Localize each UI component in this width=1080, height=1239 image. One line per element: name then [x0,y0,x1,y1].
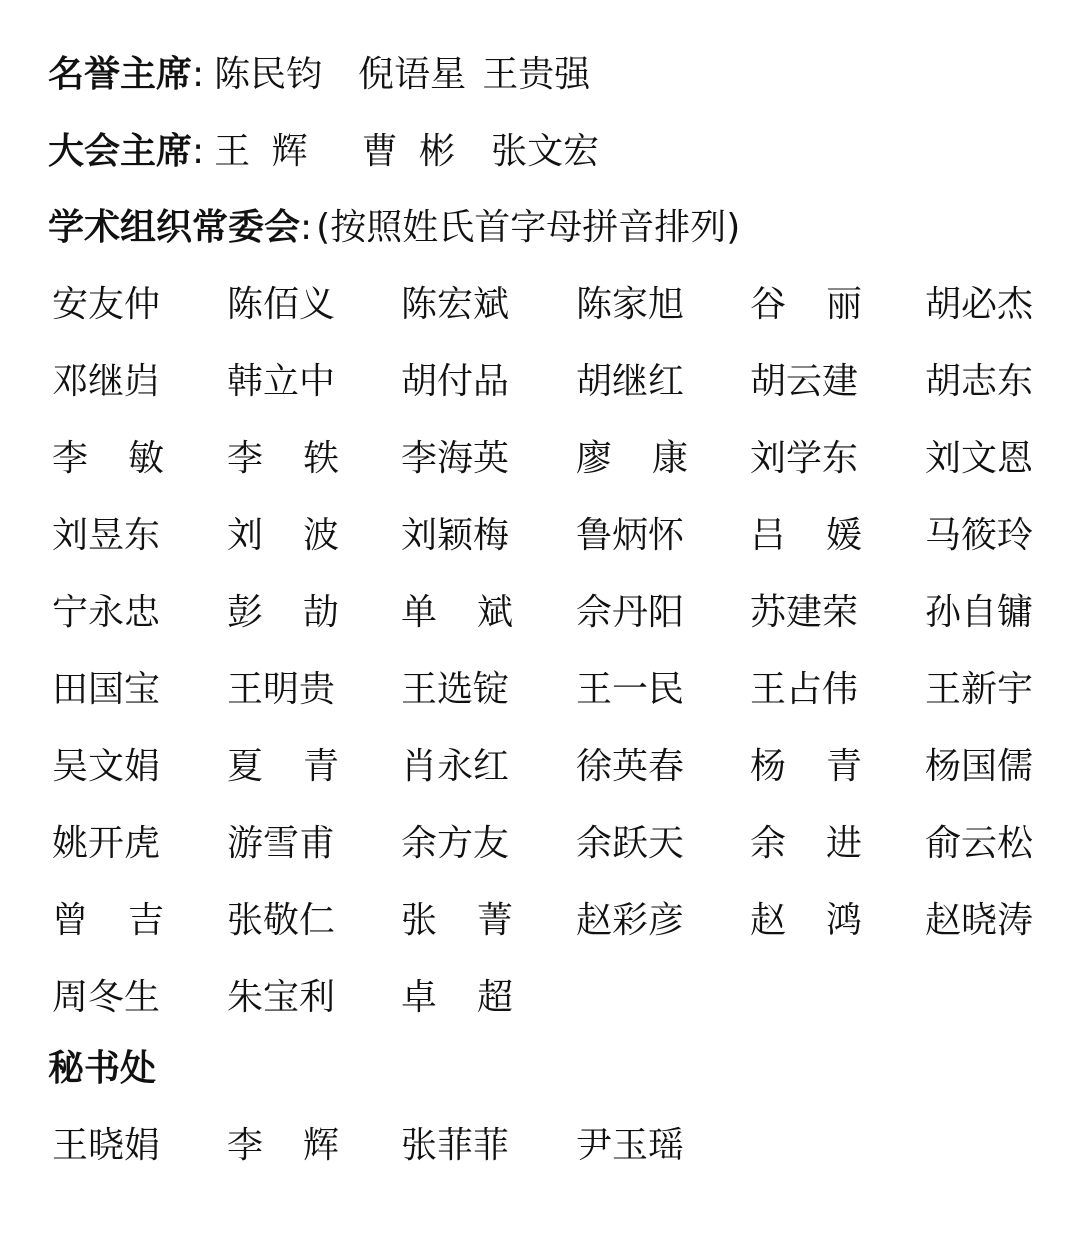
conference-chair-name: 曹 彬 [361,131,456,172]
person-name: 张菲菲 [401,1125,510,1166]
person-name: 安友仲 [52,284,161,325]
name-cell [750,434,862,484]
person-name: 陈宏斌 [401,284,510,325]
name-cell [52,973,164,1023]
person-name: 苏建荣 [750,592,859,633]
person-name: 刘学东 [750,438,859,479]
given-name: 斌 [476,592,513,633]
conference-chair-label: 大会主席 [48,131,193,172]
name-cell [227,1121,339,1171]
committee-name-grid [50,280,1060,1050]
name-cell [925,280,1037,330]
person-name: 刘文恩 [925,438,1034,479]
name-cell [52,357,164,407]
person-name: 王新宇 [925,669,1034,710]
surname: 单 [401,592,438,633]
committee-note: (按照姓氏首字母拼音排列) [316,207,741,248]
name-cell [576,280,688,330]
name-cell [925,434,1037,484]
person-name [227,434,339,484]
person-name: 韩立中 [227,361,336,402]
person-name: 余方友 [401,823,510,864]
committee-row [50,357,1060,434]
person-name: 赵彩彦 [576,900,685,941]
honorary-chair-name: 陈民钧 [214,54,323,95]
honorary-chair-name: 倪语星 [358,54,467,95]
conference-chair-line [48,127,599,177]
surname: 刘 [227,515,264,556]
person-name: 周冬生 [52,977,161,1018]
given-name: 吉 [127,900,164,941]
person-name: 陈家旭 [576,284,685,325]
name-cell [401,665,513,715]
name-cell [227,511,339,561]
person-name: 胡付品 [401,361,510,402]
name-cell [52,280,164,330]
name-cell [750,819,862,869]
surname: 张 [401,900,438,941]
name-cell [576,665,688,715]
name-cell [52,434,164,484]
person-name: 朱宝利 [227,977,336,1018]
person-name: 陈佰义 [227,284,336,325]
person-name [52,434,164,484]
name-cell [401,434,513,484]
surname: 夏 [227,746,264,787]
given-name: 劼 [302,592,339,633]
given-name: 超 [476,977,513,1018]
honorary-chair-colon: : [192,54,205,95]
surname: 吕 [750,515,787,556]
surname: 杨 [750,746,787,787]
person-name: 胡继红 [576,361,685,402]
name-cell [227,819,339,869]
person-name: 胡志东 [925,361,1034,402]
person-name: 刘昱东 [52,515,161,556]
given-name: 轶 [302,438,339,479]
surname: 李 [52,438,89,479]
name-cell [750,896,862,946]
person-name: 王占伟 [750,669,859,710]
committee-row [50,742,1060,819]
name-cell [925,357,1037,407]
surname: 卓 [401,977,438,1018]
person-name: 吴文娟 [52,746,161,787]
given-name: 进 [825,823,862,864]
name-cell [52,819,164,869]
secretariat-name-grid [50,1121,1060,1198]
given-name: 丽 [825,284,862,325]
name-cell [401,280,513,330]
surname: 赵 [750,900,787,941]
committee-row [50,896,1060,973]
name-cell [52,742,164,792]
name-cell [52,511,164,561]
given-name: 波 [302,515,339,556]
given-name: 康 [651,438,688,479]
person-name: 王选锭 [401,669,510,710]
name-cell [227,973,339,1023]
surname: 廖 [576,438,613,479]
name-cell [52,588,164,638]
person-name: 田国宝 [52,669,161,710]
name-cell [750,280,862,330]
person-name: 孙自镛 [925,592,1034,633]
person-name [227,511,339,561]
committee-heading-line [48,203,740,253]
name-cell [750,588,862,638]
person-name: 张敬仁 [227,900,336,941]
name-cell [576,511,688,561]
person-name: 肖永红 [401,746,510,787]
name-cell [576,588,688,638]
name-cell [227,896,339,946]
person-name: 胡必杰 [925,284,1034,325]
given-name: 青 [302,746,339,787]
person-name [401,896,513,946]
person-name [576,434,688,484]
surname: 曾 [52,900,89,941]
name-cell [750,357,862,407]
person-name: 王明贵 [227,669,336,710]
name-cell [401,357,513,407]
honorary-chair-line [48,50,590,100]
name-cell [925,742,1037,792]
person-name: 胡云建 [750,361,859,402]
committee-row [50,280,1060,357]
surname: 李 [227,1125,264,1166]
person-name: 尹玉瑶 [576,1125,685,1166]
name-cell [750,742,862,792]
name-cell [750,511,862,561]
person-name [750,511,862,561]
name-cell [52,1121,164,1171]
person-name [227,1121,339,1171]
name-cell [925,588,1037,638]
name-cell [401,973,513,1023]
name-cell [925,896,1037,946]
person-name: 王一民 [576,669,685,710]
name-cell [576,434,688,484]
person-name [401,973,513,1023]
name-cell [925,665,1037,715]
name-cell [576,1121,688,1171]
person-name: 姚开虎 [52,823,161,864]
given-name: 菁 [476,900,513,941]
name-cell [52,896,164,946]
person-name: 刘颖梅 [401,515,510,556]
name-cell [925,511,1037,561]
person-name: 赵晓涛 [925,900,1034,941]
name-cell [750,665,862,715]
person-name: 俞云松 [925,823,1034,864]
person-name: 佘丹阳 [576,592,685,633]
person-name [750,280,862,330]
person-name: 余跃天 [576,823,685,864]
secretariat-row [50,1121,1060,1198]
person-name [227,588,339,638]
surname: 彭 [227,592,264,633]
conference-chair-name: 张文宏 [491,131,600,172]
name-cell [227,357,339,407]
conference-chair-colon: : [192,131,205,172]
given-name: 青 [825,746,862,787]
name-cell [576,819,688,869]
person-name: 马筱玲 [925,515,1034,556]
person-name [750,819,862,869]
name-cell [227,434,339,484]
committee-row [50,973,1060,1050]
name-cell [401,742,513,792]
committee-row [50,665,1060,742]
person-name [750,896,862,946]
person-name: 宁永忠 [52,592,161,633]
surname: 李 [227,438,264,479]
name-cell [576,896,688,946]
name-cell [227,280,339,330]
name-cell [227,742,339,792]
name-cell [401,819,513,869]
conference-chair-name: 王 辉 [214,131,308,172]
person-name [750,742,862,792]
committee-row [50,819,1060,896]
given-name: 鸿 [825,900,862,941]
given-name: 媛 [825,515,862,556]
committee-label: 学术组织常委会 [48,207,301,248]
name-cell [52,665,164,715]
person-name: 徐英春 [576,746,685,787]
name-cell [227,588,339,638]
name-cell [925,819,1037,869]
honorary-chair-name: 王贵强 [482,54,591,95]
person-name: 邓继岿 [52,361,161,402]
secretariat-label: 秘书处 [48,1048,157,1089]
name-cell [576,357,688,407]
name-cell [227,665,339,715]
committee-row [50,434,1060,511]
given-name: 敏 [127,438,164,479]
name-cell [401,1121,513,1171]
committee-colon: : [300,207,313,248]
person-name: 鲁炳怀 [576,515,685,556]
person-name [401,588,513,638]
surname: 余 [750,823,787,864]
name-cell [401,896,513,946]
honorary-chair-label: 名誉主席 [48,54,193,95]
given-name: 辉 [302,1125,339,1166]
name-cell [401,511,513,561]
person-name: 游雪甫 [227,823,336,864]
person-name: 王晓娟 [52,1125,161,1166]
committee-row [50,511,1060,588]
person-name: 杨国儒 [925,746,1034,787]
name-cell [401,588,513,638]
name-cell [576,742,688,792]
person-name [52,896,164,946]
committee-row [50,588,1060,665]
surname: 谷 [750,284,787,325]
person-name: 李海英 [401,438,510,479]
person-name [227,742,339,792]
